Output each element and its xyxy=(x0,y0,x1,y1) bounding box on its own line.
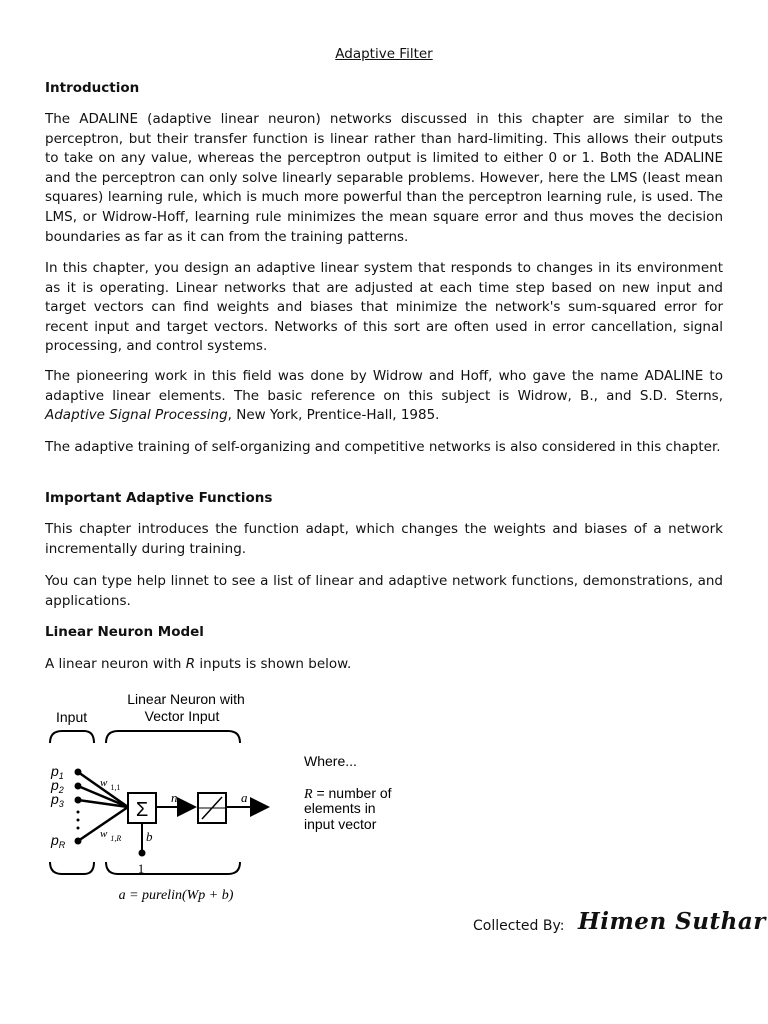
intro-paragraph-1: The ADALINE (adaptive linear neuron) networks discussed in this chapter are similar to the perceptron, but their transfer function is linear rather than hard-limiting. This allows their outputs to take on any value, whereas the perceptron output is limited to either 0 or 1. Both the ADALINE and the perceptron can only solve linearly separable problems. However, here the LMS (least mean squares) learning rule, which is much more powerful than the perceptron learning rule, is used. The LMS, or Widrow-Hoff, learning rule minimizes the mean square error and thus moves the decision boundaries as far as it can from the training patterns. xyxy=(45,111,723,245)
n-label: n xyxy=(171,790,178,805)
functions-paragraph-1: This chapter introduces the function adapt, which changes the weights and biases of a network incrementally during training. xyxy=(45,521,723,557)
bias-node xyxy=(139,850,146,857)
transfer-equation: a = purelin(Wp + b) xyxy=(118,888,234,903)
linear-neuron-heading: Linear Neuron Model xyxy=(45,624,204,640)
intro-paragraph-4: The adaptive training of self-organizing and competitive networks is also considered in this chapter. xyxy=(45,439,721,455)
input-nodes xyxy=(75,769,82,845)
input-labels xyxy=(50,763,66,850)
neuron-top-brace xyxy=(106,731,240,743)
neuron-label-line-2: Vector Input xyxy=(144,708,220,724)
where-label: Where... xyxy=(304,753,357,769)
bias-label: b xyxy=(146,829,153,844)
functions-paragraph-2: You can type help linnet to see a list of linear and adaptive network functions, demonstrations, and applications. xyxy=(45,573,723,609)
document-title: Adaptive Filter xyxy=(335,46,433,62)
introduction-heading: Introduction xyxy=(45,80,140,96)
linear-neuron-diagram xyxy=(40,685,470,915)
neuron-label-line-1: Linear Neuron with xyxy=(127,691,245,707)
summation-symbol: Σ xyxy=(135,799,149,821)
svg-text:p2: $p_2$ xyxy=(51,777,64,795)
collected-by-label: Collected By: xyxy=(473,918,565,934)
neuron-bottom-brace xyxy=(106,862,240,874)
r-definition-line-1: R = number of xyxy=(304,785,392,802)
intro-paragraph-2: In this chapter, you design an adaptive linear system that responds to changes in its environment as it is operating. Linear networks that are adjusted at each time step based on new input and target vectors can find weights and biases that minimize the network's sum-squared error for recent input and target vectors. Networks of this sort are often used in error cancellation, signal processing, and control systems. xyxy=(45,260,723,355)
weight-bottom-label: w $_{1,R}$ xyxy=(100,828,122,843)
r-definition-line-2: elements in xyxy=(304,800,376,816)
author-signature: Himen Suthar xyxy=(578,908,766,935)
svg-text:p3: $p_3$ xyxy=(51,791,64,809)
input-label: Input xyxy=(56,709,88,725)
svg-text:pR: $p_R$ xyxy=(51,832,66,850)
weight-top-label: w $_{1,1}$ xyxy=(100,777,121,792)
output-label: a xyxy=(241,790,248,805)
intro-paragraph-3: The pioneering work in this field was done by Widrow and Hoff, who gave the name ADALINE to adaptive linear elements. The basic reference on this subject is Widrow, B., and S.D. Sterns, Adaptive Signal Processing, New York, Prentice-Hall, 1985. xyxy=(45,368,723,424)
model-paragraph: A linear neuron with R inputs is shown below. xyxy=(45,656,352,672)
r-definition-line-3: input vector xyxy=(304,816,377,832)
bias-input-one: 1 xyxy=(137,861,145,876)
input-bottom-brace xyxy=(50,862,94,874)
adaptive-functions-heading: Important Adaptive Functions xyxy=(45,490,273,506)
svg-text:p1: $p_1$ xyxy=(51,763,64,781)
input-top-brace xyxy=(50,731,94,743)
book-title: Adaptive Signal Processing xyxy=(45,407,228,424)
